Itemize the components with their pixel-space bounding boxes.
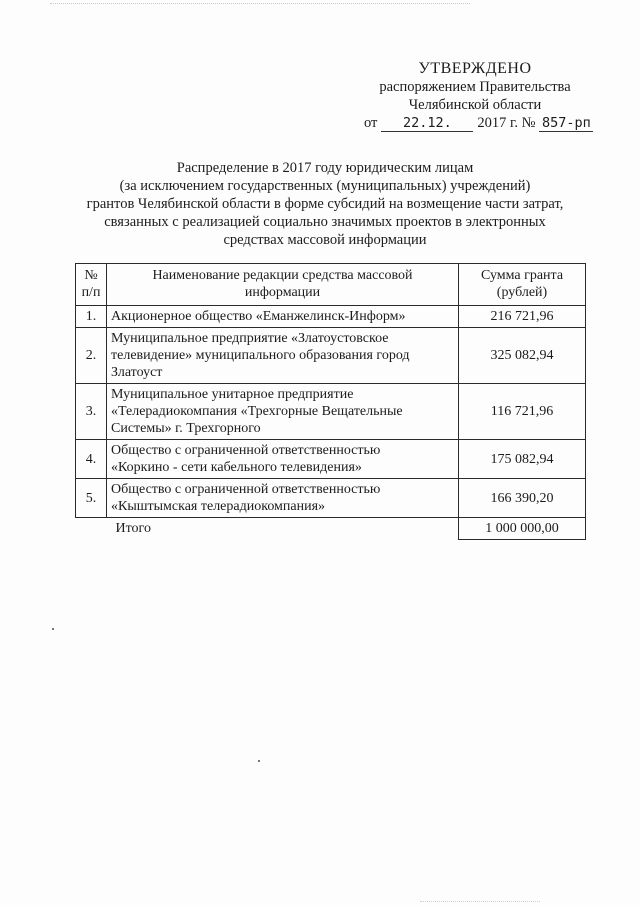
- table-row: [76, 306, 586, 328]
- year-label: 2017 г. №: [477, 115, 536, 131]
- row-name-line: Муниципальное унитарное предприятие: [111, 387, 354, 402]
- row-sum: 175 082,94: [459, 440, 586, 479]
- row-sum: 216 721,96: [459, 306, 586, 328]
- row-num: 2.: [76, 328, 107, 384]
- approval-stamp: [340, 60, 610, 132]
- table-row: [76, 384, 586, 440]
- row-num: 4.: [76, 440, 107, 479]
- row-name-line: Общество с ограниченной ответственностью: [111, 482, 381, 497]
- header-sum-line-1: Сумма гранта: [480, 268, 564, 283]
- row-num: 3.: [76, 384, 107, 440]
- scan-artifact-bottom: [420, 901, 540, 903]
- header-name-line-1: Наименование редакции средства массовой: [152, 268, 413, 283]
- row-name: [107, 440, 459, 479]
- row-sum: 116 721,96: [459, 384, 586, 440]
- scan-artifact-top: [50, 3, 470, 5]
- title-line-2: (за исключением государственных (муниципальных) учреждений): [119, 178, 531, 194]
- grants-table: [75, 263, 586, 540]
- table-row: [76, 479, 586, 518]
- row-num: 1.: [76, 306, 107, 328]
- row-name: [107, 384, 459, 440]
- row-name: [107, 479, 459, 518]
- table-total-row: [76, 518, 586, 540]
- scan-speck: [52, 628, 54, 630]
- approval-line-2: Челябинской области: [408, 97, 542, 113]
- row-name-line: Муниципальное предприятие «Златоустовское: [111, 331, 389, 346]
- title-line-3: грантов Челябинской области в форме субсидий на возмещение части затрат,: [86, 196, 564, 212]
- header-sum: [459, 264, 586, 306]
- row-sum: 166 390,20: [459, 479, 586, 518]
- row-num: 5.: [76, 479, 107, 518]
- header-num-line-2: п/п: [81, 285, 101, 300]
- title-line-5: средствах массовой информации: [223, 232, 427, 248]
- header-num-line-1: №: [84, 268, 98, 283]
- row-name-line: «Коркино - сети кабельного телевидения»: [111, 460, 362, 475]
- row-name: [107, 328, 459, 384]
- row-name: [107, 306, 459, 328]
- row-name-line: Акционерное общество «Еманжелинск-Информ»: [111, 309, 406, 324]
- row-name-line: Златоуст: [111, 365, 163, 380]
- approval-date: 22.12.: [381, 115, 473, 132]
- row-name-line: Общество с ограниченной ответственностью: [111, 443, 381, 458]
- from-label: от: [364, 115, 378, 131]
- document-title: [60, 159, 590, 249]
- table-row: [76, 328, 586, 384]
- row-name-line: Системы» г. Трехгорного: [111, 421, 261, 436]
- row-name-line: «Кыштымская телерадиокомпания»: [111, 499, 326, 514]
- approval-line-1: распоряжением Правительства: [379, 79, 571, 95]
- header-sum-line-2: (рублей): [496, 285, 548, 300]
- row-sum: 325 082,94: [459, 328, 586, 384]
- total-label: Итого: [76, 518, 459, 540]
- table-row: [76, 440, 586, 479]
- row-name-line: телевидение» муниципального образования город: [111, 348, 410, 363]
- row-name-line: «Телерадиокомпания «Трехгорные Вещательные: [111, 404, 403, 419]
- header-num: [76, 264, 107, 306]
- approval-date-line: [364, 114, 610, 132]
- table-header-row: [76, 264, 586, 306]
- approval-number: 857-рп: [539, 115, 593, 132]
- header-name: [107, 264, 459, 306]
- title-line-1: Распределение в 2017 году юридическим лицам: [176, 160, 474, 176]
- approval-heading: УТВЕРЖДЕНО: [418, 60, 532, 77]
- total-sum: 1 000 000,00: [459, 518, 586, 540]
- scan-speck: [258, 760, 260, 762]
- header-name-line-2: информации: [244, 285, 321, 300]
- title-line-4: связанных с реализацией социально значимых проектов в электронных: [104, 214, 546, 230]
